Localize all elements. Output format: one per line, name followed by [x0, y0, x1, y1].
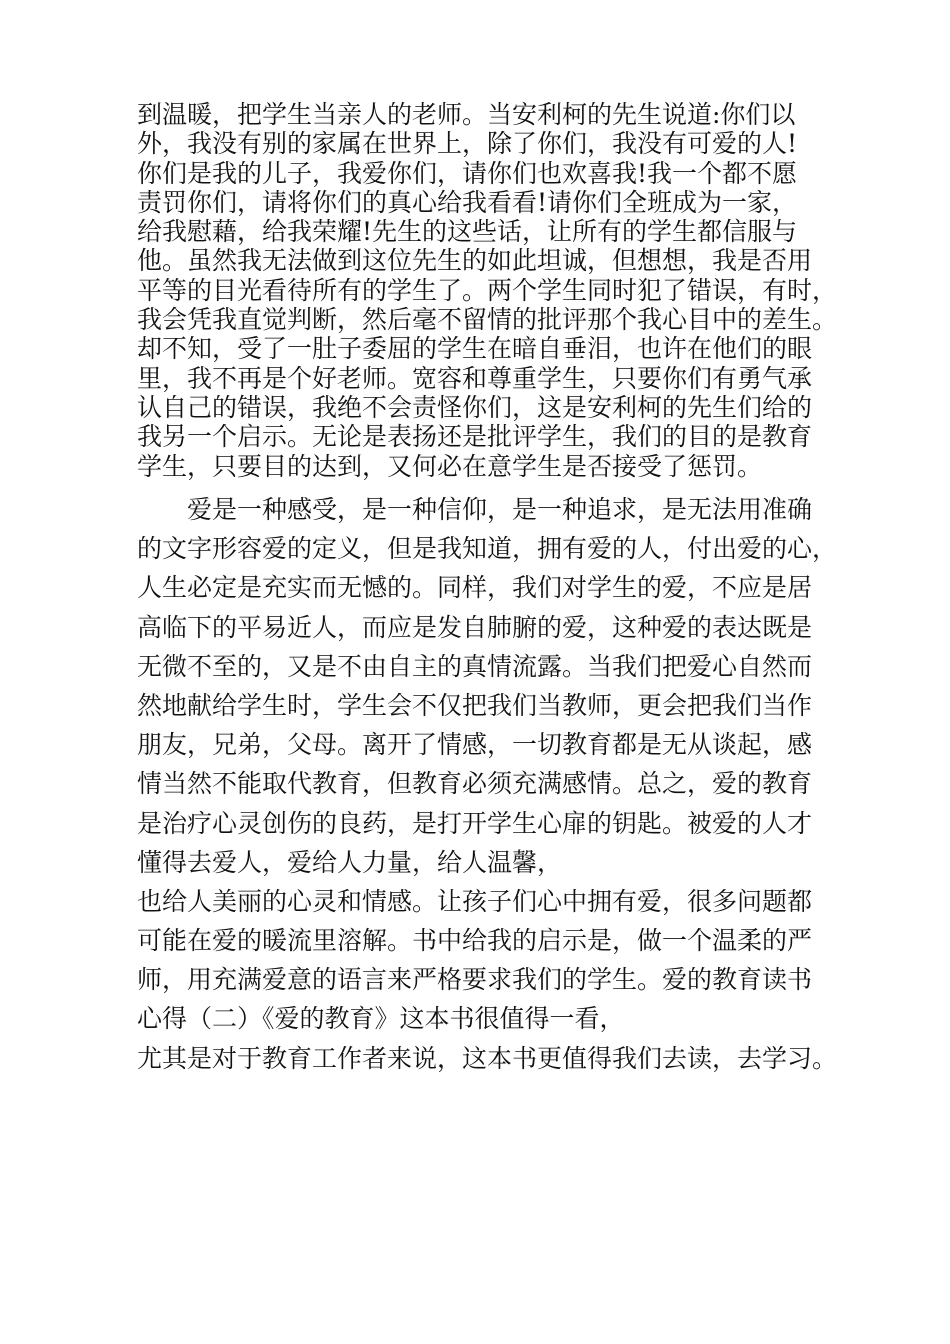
text-line: 然地献给学生时，学生会不仅把我们当教师，更会把我们当作: [137, 690, 813, 720]
text-line: 里，我不再是个好老师。宽容和尊重学生，只要你们有勇气承: [137, 363, 813, 393]
text-line: 高临下的平易近人，而应是发自肺腑的爱，这种爱的表达既是: [137, 612, 813, 642]
text-line: 给我慰藉，给我荣耀!先生的这些话，让所有的学生都信服与: [137, 217, 798, 247]
text-line: 的文字形容爱的定义，但是我知道，拥有爱的人，付出爱的心，: [137, 534, 838, 564]
paragraph-1: [137, 100, 857, 481]
text-line: 是治疗心灵创伤的良药，是打开学生心扉的钥匙。被爱的人才: [137, 808, 813, 838]
paragraph-2: [137, 490, 857, 1078]
text-line: 责罚你们，请将你们的真心给我看看!请你们全班成为一家，: [137, 187, 798, 217]
text-line: 却不知，受了一肚子委屈的学生在暗自垂泪，也许在他们的眼: [137, 334, 813, 364]
text-line: 平等的目光看待所有的学生了。两个学生同时犯了错误，有时，: [137, 275, 838, 305]
text-line: 外，我没有别的家属在世界上，除了你们，我没有可爱的人!: [137, 129, 798, 159]
text-line: 学生，只要目的达到，又何必在意学生是否接受了惩罚。: [137, 451, 763, 481]
text-line: 爱是一种感受，是一种信仰，是一种追求，是无法用准确: [137, 495, 813, 524]
text-line: 到温暖，把学生当亲人的老师。当安利柯的先生说道:你们以: [137, 100, 796, 129]
text-line: 情当然不能取代教育，但教育必须充满感情。总之，爱的教育: [137, 769, 813, 799]
text-line: 他。虽然我无法做到这位先生的如此坦诚，但想想，我是否用: [137, 246, 813, 276]
text-line: 懂得去爱人，爱给人力量，给人温馨，: [137, 847, 563, 877]
text-line: 师，用充满爱意的语言来严格要求我们的学生。爱的教育读书: [137, 965, 813, 995]
text-line: 尤其是对于教育工作者来说，这本书更值得我们去读，去学习。: [137, 1043, 838, 1073]
text-line: 朋友，兄弟，父母。离开了情感，一切教育都是无从谈起，感: [137, 730, 813, 760]
text-line: 可能在爱的暖流里溶解。书中给我的启示是，做一个温柔的严: [137, 926, 813, 956]
text-line: 心得（二）《爱的教育》这本书很值得一看，: [137, 1004, 625, 1034]
text-line: 我会凭我直觉判断，然后毫不留情的批评那个我心目中的差生。: [137, 305, 838, 335]
text-line: 认自己的错误，我绝不会责怪你们，这是安利柯的先生们给的: [137, 392, 813, 422]
text-line: 我另一个启示。无论是表扬还是批评学生，我们的目的是教育: [137, 422, 813, 452]
text-line: 也给人美丽的心灵和情感。让孩子们心中拥有爱，很多问题都: [137, 886, 813, 916]
text-line: 人生必定是充实而无憾的。同样，我们对学生的爱，不应是居: [137, 573, 813, 603]
text-line: 你们是我的儿子，我爱你们，请你们也欢喜我!我一个都不愿: [137, 158, 798, 188]
text-line: 无微不至的，又是不由自主的真情流露。当我们把爱心自然而: [137, 651, 813, 681]
